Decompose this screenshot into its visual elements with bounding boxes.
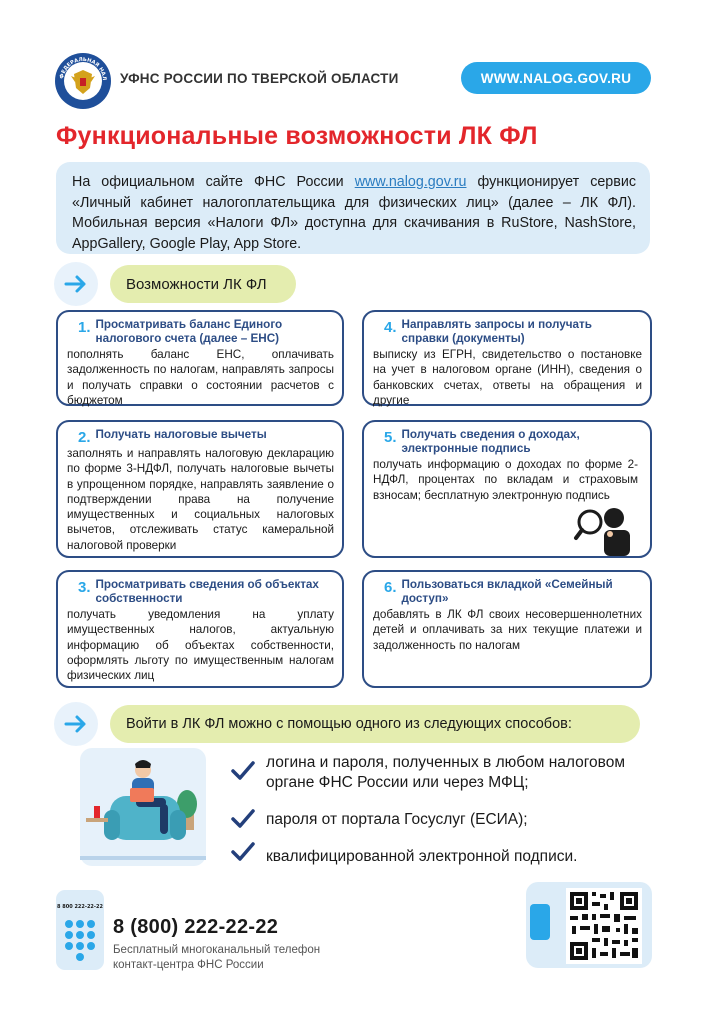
arrow-circle [54, 262, 98, 306]
feature-title: Получать налоговые вычеты [95, 428, 267, 441]
hotline-phone[interactable]: 8 (800) 222-22-22 [113, 916, 279, 938]
intro-text: На официальном сайте ФНС России www.nalog.gov.ru функционирует сервис «Личный кабинет налогоплательщика для физических лиц» (далее – ЛК ФЛ). Мобильная версия «Налоги ФЛ» доступна для скачивания в RuStore, NashStore, AppGallery, Google Play, App Store. [72, 174, 636, 252]
arrow-right-icon [64, 274, 88, 294]
magnifier-illustration [570, 504, 640, 556]
feature-body: добавлять в ЛК ФЛ своих несовершеннолетних детей и оплачивать за них текущие платежи и задолженность по налогам [373, 608, 642, 652]
check-icon [230, 760, 256, 782]
feature-body: пополнять баланс ЕНС, оплачивать задолженность по налогам, направлять запросы и получать справки о состоянии расчетов с бюджетом [67, 348, 334, 407]
feature-title: Просматривать сведения об объектах собственности [95, 578, 319, 605]
page-title: Функциональные возможности ЛК ФЛ [56, 122, 538, 150]
feature-number: 2. [78, 429, 91, 446]
feature-body: выписку из ЕГРН, свидетельство о постановке на учет в налоговом органе (ИНН), сведения о банковских счетах, ответы на обращения и другие [373, 348, 642, 407]
feature-card-4 [362, 310, 652, 406]
feature-title: Просматривать баланс Единого налогового счета (далее – ЕНС) [95, 318, 283, 345]
login-method-2: пароля от портала Госуслуг (ЕСИА); [266, 811, 528, 828]
nalog-link[interactable]: www.nalog.gov.ru [354, 174, 467, 190]
person-laptop-illustration [80, 748, 206, 866]
org-name: УФНС РОССИИ ПО ТВЕРСКОЙ ОБЛАСТИ [120, 71, 399, 86]
feature-body: получать информацию о доходах по форме 2-НДФЛ, процентах по вкладам и страховым взносам; бесплатную электронную подпись [373, 458, 638, 502]
logo-arc-text: ФЕДЕРАЛЬНАЯ НАЛ [59, 56, 108, 81]
intro-box [56, 162, 650, 254]
feature-body: заполнять и направлять налоговую декларацию по форме 3-НДФЛ, получать налоговые вычеты в упрощенном порядке, направлять заявление о подтверждении права на получение имущественных и социальных налоговых вычетов, отслеживать статус камеральной налоговой проверки [67, 447, 334, 552]
login-heading: Войти в ЛК ФЛ можно с помощью одного из следующих способов: [110, 705, 640, 743]
website-link[interactable]: WWW.NALOG.GOV.RU [461, 62, 651, 94]
login-method-3: квалифицированной электронной подписи. [266, 848, 578, 865]
feature-number: 4. [384, 319, 397, 336]
feature-title: Пользоваться вкладкой «Семейный доступ» [401, 578, 613, 605]
phone-screen-number: 8 800 222-22-22 [57, 904, 103, 910]
arrow-right-icon [64, 714, 88, 734]
hotline-description: Бесплатный многоканальный телефон контакт-центра ФНС России [113, 944, 321, 971]
feature-title: Получать сведения о доходах, электронные подпись [401, 428, 580, 455]
feature-number: 1. [78, 319, 91, 336]
login-method-1: логина и пароля, полученных в любом налоговом органе ФНС России или через МФЦ; [266, 754, 626, 791]
feature-number: 3. [78, 579, 91, 596]
qr-code-block[interactable] [526, 882, 652, 968]
feature-number: 6. [384, 579, 397, 596]
feature-card-2 [56, 420, 344, 558]
check-icon [230, 808, 256, 830]
arrow-circle [54, 702, 98, 746]
feature-number: 5. [384, 429, 397, 446]
phone-keypad-illustration [56, 890, 104, 970]
fns-logo [54, 52, 112, 110]
feature-body: получать уведомления на уплату имущественных налогов, актуальную информацию об объектах собственности, оформлять льготу по имущественным налогам физических лиц [67, 608, 334, 683]
feature-title: Направлять запросы и получать справки (документы) [401, 318, 592, 345]
feature-card-1 [56, 310, 344, 406]
features-heading: Возможности ЛК ФЛ [110, 265, 296, 303]
feature-card-3 [56, 570, 344, 688]
feature-card-6 [362, 570, 652, 688]
check-icon [230, 841, 256, 863]
